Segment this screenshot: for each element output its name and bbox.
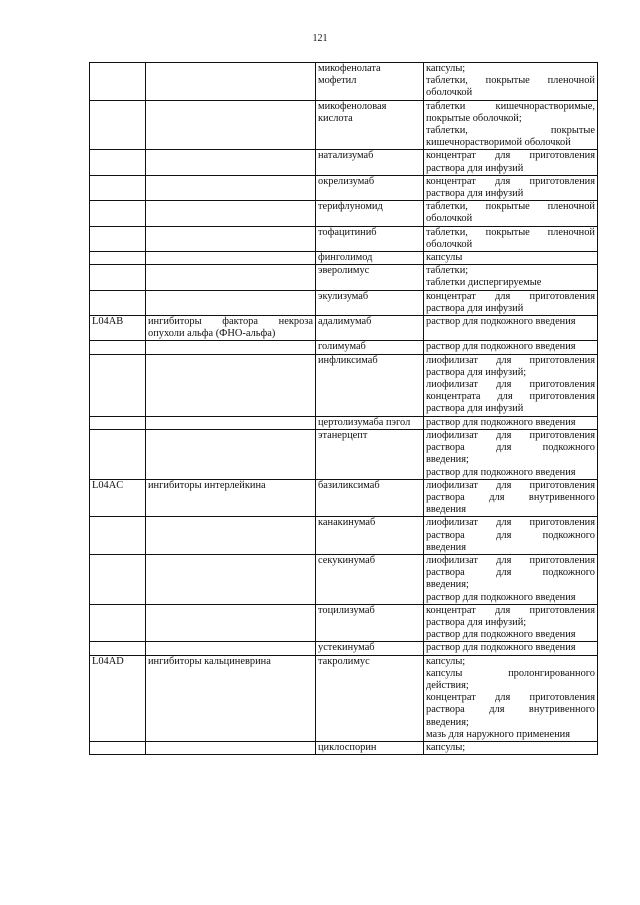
dosage-form-line: концентрат для приготовления [426,604,595,616]
drug-name-cell: такролимус [316,655,424,741]
drug-name-cell: секукинумаб [316,554,424,604]
group-name-cell [146,150,316,175]
dosage-form-cell [424,201,598,226]
group-name-text: ингибиторы кальциневрина [148,655,271,667]
dosage-form-line: раствора для инфузий [426,162,524,174]
group-name-cell [146,316,316,341]
atc-code-cell [90,642,146,655]
drug-name-cell: натализумаб [316,150,424,175]
dosage-form-line: концентрат для приготовления [426,692,595,704]
dosage-form-cell [424,741,598,754]
dosage-form-line: раствор для подкожного введения [426,316,576,328]
atc-code-cell: L04AD [90,655,146,741]
dosage-form-line: введения; [426,579,469,591]
group-name-cell [146,265,316,290]
dosage-form-line: концентрат для приготовления [426,150,595,162]
group-name-cell [146,175,316,200]
dosage-form-cell [424,642,598,655]
dosage-form-line: концентрата для приготовления [426,391,595,403]
dosage-form-line: введения; [426,454,469,466]
dosage-form-line: кишечнорастворимой оболочкой [426,137,571,149]
table-row [90,517,598,555]
table-row [90,642,598,655]
group-name-cell [146,604,316,642]
group-name-cell [146,741,316,754]
dosage-form-cell [424,429,598,479]
dosage-form-line: раствора для инфузий; [426,616,527,628]
drug-name-cell: экулизумаб [316,290,424,315]
table-row [90,316,598,341]
medication-table [89,62,598,755]
dosage-form-line: оболочкой [426,238,473,250]
atc-code-cell [90,429,146,479]
dosage-form-line: раствора для инфузий [426,188,524,200]
dosage-form-line: таблетки, покрытые [426,125,595,137]
table-row [90,226,598,251]
table-row [90,252,598,265]
group-name-cell [146,554,316,604]
drug-name-cell: голимумаб [316,341,424,354]
dosage-form-cell [424,479,598,517]
dosage-form-cell [424,226,598,251]
atc-code-cell [90,265,146,290]
drug-name-cell: устекинумаб [316,642,424,655]
table-row [90,554,598,604]
table-row [90,429,598,479]
group-name-cell [146,642,316,655]
atc-code-cell [90,354,146,416]
group-name-cell [146,429,316,479]
dosage-form-line: раствора для инфузий [426,403,524,415]
dosage-form-line: раствора для инфузий [426,302,524,314]
dosage-form-cell [424,655,598,741]
table-row [90,354,598,416]
table-row [90,63,598,101]
dosage-form-line: капсулы; [426,655,466,667]
group-name-text: ингибиторы интерлейкина [148,479,266,491]
group-name-cell [146,416,316,429]
dosage-form-line: покрытые оболочкой; [426,112,522,124]
atc-code-cell [90,741,146,754]
dosage-form-cell [424,316,598,341]
group-name-cell [146,290,316,315]
dosage-form-line: лиофилизат для приготовления [426,517,595,529]
atc-code-cell [90,416,146,429]
dosage-form-line: раствора для внутривенного [426,704,595,716]
dosage-form-cell [424,517,598,555]
dosage-form-line: капсулы; [426,741,466,753]
dosage-form-line: таблетки, покрытые пленочной [426,201,595,213]
table-row [90,341,598,354]
dosage-form-line: раствор для подкожного введения [426,629,576,641]
atc-code-cell [90,175,146,200]
dosage-form-line: таблетки диспергируемые [426,277,542,289]
table-row [90,479,598,517]
drug-name-cell: цертолизумаба пэгол [316,416,424,429]
group-name-cell [146,63,316,101]
table-row [90,100,598,150]
group-name-cell [146,252,316,265]
group-name-cell [146,341,316,354]
drug-name-cell: этанерцепт [316,429,424,479]
group-name-cell [146,517,316,555]
table-row [90,416,598,429]
drug-name-cell: микофеноловая кислота [316,100,424,150]
dosage-form-line: таблетки, покрытые пленочной [426,75,595,87]
table-row [90,290,598,315]
dosage-form-line: лиофилизат для приготовления [426,354,595,366]
drug-name-cell: тофацитиниб [316,226,424,251]
drug-name-cell: канакинумаб [316,517,424,555]
dosage-form-line: раствора для подкожного [426,442,595,454]
dosage-form-line: лиофилизат для приготовления [426,429,595,441]
dosage-form-cell [424,175,598,200]
drug-name-cell: микофенолата мофетил [316,63,424,101]
dosage-form-cell [424,341,598,354]
dosage-form-line: концентрат для приготовления [426,290,595,302]
dosage-form-line: оболочкой [426,213,473,225]
group-name-cell [146,479,316,517]
table-row [90,201,598,226]
drug-name-cell: инфликсимаб [316,354,424,416]
dosage-form-line: капсулы; [426,63,466,74]
table-row [90,655,598,741]
dosage-form-line: лиофилизат для приготовления [426,479,595,491]
page-number: 121 [312,33,328,44]
atc-code-cell [90,554,146,604]
dosage-form-line: концентрат для приготовления [426,175,595,187]
atc-code-cell [90,290,146,315]
group-name-text: ингибиторы фактора некроза опухоли альфа (ФНО-альфа) [148,316,313,340]
dosage-form-cell [424,100,598,150]
atc-code-cell [90,604,146,642]
drug-name-cell: терифлуномид [316,201,424,226]
group-name-cell [146,354,316,416]
atc-code-cell: L04AC [90,479,146,517]
dosage-form-line: таблетки, покрытые пленочной [426,226,595,238]
table-row [90,175,598,200]
dosage-form-cell [424,150,598,175]
dosage-form-cell [424,554,598,604]
dosage-form-line: оболочкой [426,87,473,99]
dosage-form-line: раствор для подкожного введения [426,416,576,428]
drug-name-cell: базиликсимаб [316,479,424,517]
dosage-form-line: действия; [426,679,469,691]
group-name-cell [146,226,316,251]
drug-name-cell: адалимумаб [316,316,424,341]
group-name-cell [146,100,316,150]
dosage-form-line: таблетки кишечнорастворимые, [426,100,595,112]
dosage-form-line: капсулы [426,252,463,264]
dosage-form-line: раствора для инфузий; [426,366,527,378]
atc-code-cell [90,100,146,150]
dosage-form-line: таблетки; [426,265,469,277]
atc-code-cell [90,517,146,555]
drug-name-cell: эверолимус [316,265,424,290]
dosage-form-cell [424,252,598,265]
dosage-form-line: раствора для внутривенного [426,491,595,503]
dosage-form-line: введения; [426,716,469,728]
group-name-cell [146,201,316,226]
table-row [90,150,598,175]
dosage-form-cell [424,604,598,642]
dosage-form-cell [424,416,598,429]
group-name-cell [146,655,316,741]
atc-code-cell [90,252,146,265]
atc-code-cell [90,63,146,101]
dosage-form-line: раствор для подкожного введения [426,466,576,478]
dosage-form-cell [424,290,598,315]
dosage-form-line: раствора для подкожного [426,529,595,541]
dosage-form-line: лиофилизат для приготовления [426,379,595,391]
dosage-form-cell [424,265,598,290]
dosage-form-line: введения [426,504,467,516]
atc-code-cell: L04AB [90,316,146,341]
drug-name-cell: окрелизумаб [316,175,424,200]
dosage-form-line: раствор для подкожного введения [426,591,576,603]
drug-name-cell: финголимод [316,252,424,265]
atc-code-cell [90,226,146,251]
dosage-form-line: мазь для наружного применения [426,728,571,740]
drug-name-cell: тоцилизумаб [316,604,424,642]
table-row [90,741,598,754]
dosage-form-line: лиофилизат для приготовления [426,554,595,566]
drug-name-cell: циклоспорин [316,741,424,754]
dosage-form-line: раствор для подкожного введения [426,341,576,353]
dosage-form-line: раствора для подкожного [426,567,595,579]
dosage-form-cell [424,354,598,416]
atc-code-cell [90,201,146,226]
table-body [90,63,598,755]
atc-code-cell [90,341,146,354]
table-row [90,604,598,642]
dosage-form-line: раствор для подкожного введения [426,642,576,654]
dosage-form-cell [424,63,598,101]
dosage-form-line: капсулы пролонгированного [426,667,595,679]
dosage-form-line: введения [426,541,467,553]
atc-code-cell [90,150,146,175]
table-row [90,265,598,290]
